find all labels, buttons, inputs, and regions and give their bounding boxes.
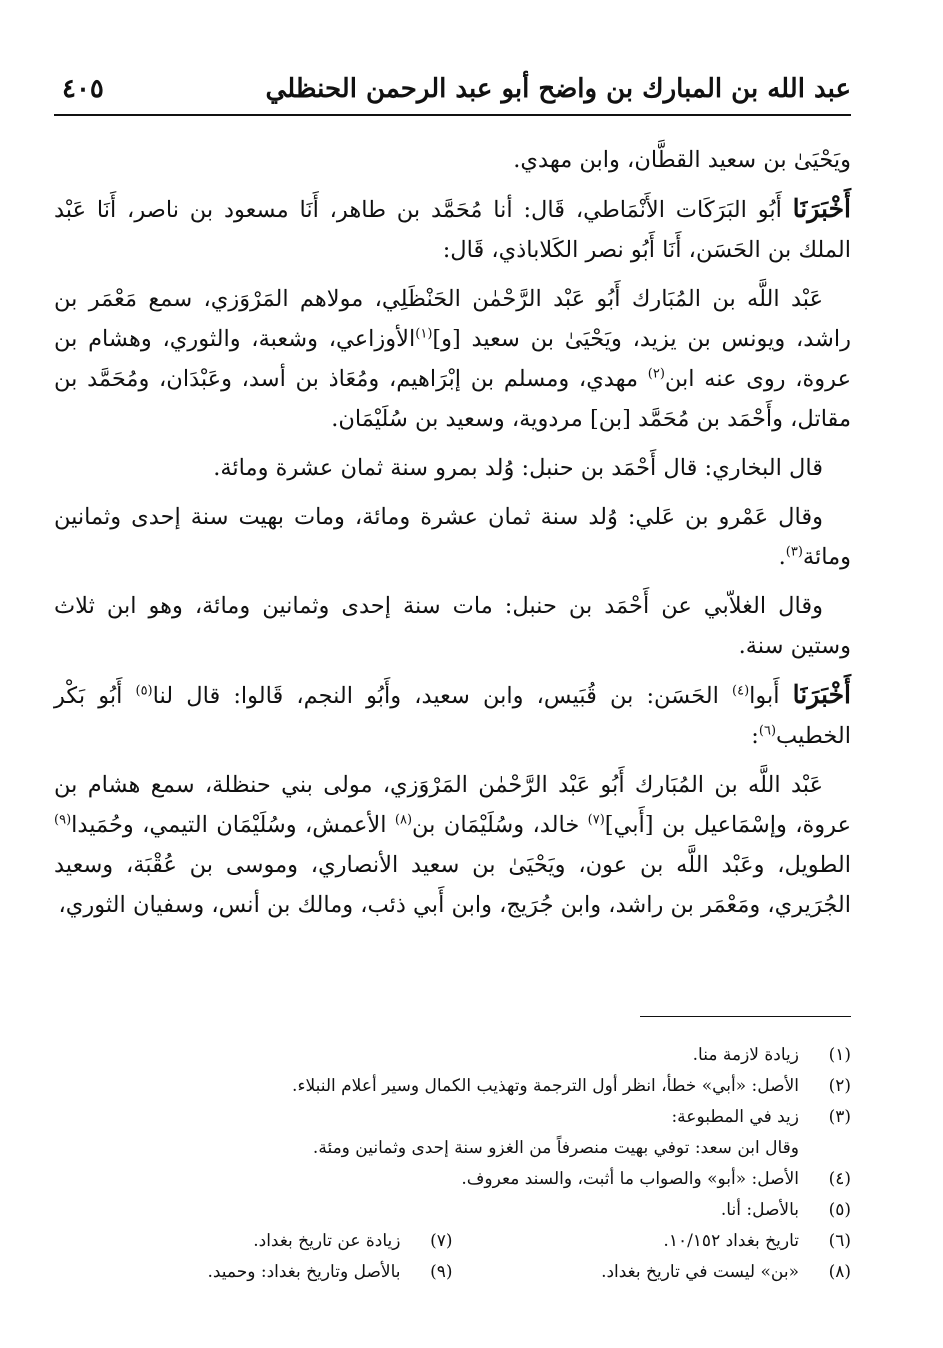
paragraph-text: خالد، وسُلَيْمَان بن <box>412 812 588 838</box>
paragraph <box>54 140 851 180</box>
paragraph-text: عَبْد اللَّه بن المُبَارك أَبُو عَبْد الرَّحْمٰن الحَنْظَلِي، مولاهم المَرْوَزي، سمع مَعْمَر بن راشد، ويونس بن يزيد، ويَحْيَىٰ بن سعيد [و] <box>54 286 851 352</box>
paragraph-text: الطويل، وعَبْد اللَّه بن عون، ويَحْيَىٰ بن سعيد الأنصاري، وموسى بن عُقْبَة، وسعيد الجُرَيري، ومَعْمَر بن راشد، وابن جُرَيج، وابن أَبي ذئب، ومالك بن أنس، وسفيان الثوري، <box>54 852 851 918</box>
paragraph-text: عَبْد اللَّه بن المُبَارك أَبُو عَبْد الرَّحْمٰن المَرْوَزي، مولى بني حنظلة، سمع هشام بن عروة، وإسْمَاعيل بن [أَبي] <box>54 772 851 838</box>
footnote-ref: (٤) <box>732 683 750 699</box>
footnote-column-right <box>453 1226 852 1288</box>
paragraph <box>54 497 851 577</box>
footnote-number: (٨) <box>828 1262 851 1282</box>
footnote-number: (٧) <box>430 1231 453 1251</box>
footnote-ref: (١) <box>415 326 433 342</box>
paragraph-text: : <box>751 723 759 749</box>
footnote-column-left <box>54 1226 453 1288</box>
footnote-number: (١) <box>828 1045 851 1065</box>
footnote-ref: (٦) <box>758 723 777 739</box>
paragraph-text: الحَسَن: بن قُبَيس، وابن سعيد، وأَبُو النجم، قَالوا: قال لنا <box>152 683 733 709</box>
footnote <box>54 1195 851 1226</box>
main-text <box>54 140 851 934</box>
footnote-ref: (٧) <box>587 812 605 828</box>
paragraph <box>54 448 851 488</box>
page-header <box>62 68 851 110</box>
paragraph-text: أَبوا <box>749 683 793 709</box>
paragraph <box>54 586 851 666</box>
footnote-number: (٢) <box>828 1076 851 1096</box>
paragraph-text: وقال عَمْرو بن عَلي: وُلد سنة ثمان عشرة ومائة، ومات بهيت سنة إحدى وثمانين ومائة <box>54 504 851 570</box>
footnotes <box>54 1040 851 1288</box>
footnote-text: الأصل: «أبو» والصواب ما أثبت، والسند معروف. <box>461 1169 799 1189</box>
paragraph-text: قال البخاري: قال أَحْمَد بن حنبل: وُلد بمرو سنة ثمان عشرة ومائة. <box>213 455 823 481</box>
footnote-text: بالأصل: أنا. <box>720 1200 799 1220</box>
footnote-text: تاريخ بغداد ١٠/١٥٢. <box>663 1231 799 1251</box>
footnote-ref: (٥) <box>135 683 153 699</box>
footnote-ref: (٣) <box>785 544 803 560</box>
footnote-text: الأصل: «أبي» خطأ، انظر أول الترجمة وتهذيب الكمال وسير أعلام النبلاء. <box>292 1076 799 1096</box>
footnote-separator <box>640 1016 851 1017</box>
footnote-ref: (٩) <box>54 812 72 828</box>
footnote-number: (٣) <box>828 1107 851 1127</box>
footnote-number <box>799 1133 851 1164</box>
footnote-row <box>54 1226 851 1288</box>
footnote <box>54 1071 851 1102</box>
header-rule <box>54 114 851 116</box>
paragraph-text: ويَحْيَىٰ بن سعيد القطَّان، وابن مهدي. <box>513 147 851 173</box>
footnote-continuation <box>54 1133 851 1164</box>
footnote-ref: (٨) <box>394 812 413 828</box>
akhbarana-keyword: أَخْبَرَنَا <box>792 680 851 709</box>
footnote-number: (٩) <box>430 1262 453 1282</box>
footnote-number: (٦) <box>828 1231 851 1251</box>
footnote-text: زيد في المطبوعة: <box>671 1107 799 1127</box>
footnote-number: (٤) <box>828 1169 851 1189</box>
running-title: عبد الله بن المبارك بن واضح أبو عبد الرحمن الحنظلي <box>265 74 851 104</box>
paragraph-text: الأوزاعي، وشعبة، والثوري، وهشام بن عروة، روى عنه ابن <box>54 326 851 392</box>
akhbarana-keyword: أَخْبَرَنَا <box>792 194 851 223</box>
paragraph-text: مهدي، ومسلم بن إبْرَاهيم، ومُعَاذ بن أسد، وعَبْدَان، ومُحَمَّد بن مقاتل، وأَحْمَد بن مُحَمَّد [بن] مردوية، وسعيد بن سُلَيْمَان. <box>54 366 851 432</box>
paragraph-text: . <box>778 544 786 570</box>
footnote-ref: (٢) <box>647 366 665 382</box>
footnote <box>54 1226 453 1257</box>
paragraph-text: أَبُو البَرَكَات الأَنْمَاطي، قَال: أنا مُحَمَّد بن طاهر، أَنَا مسعود بن ناصر، أَنَا عَبْد الملك بن الحَسَن، أَنَا أَبُو نصر الكَلاباذي، قَال: <box>54 197 851 263</box>
footnote <box>54 1164 851 1195</box>
footnote <box>54 1257 453 1288</box>
footnote-text: زيادة لازمة منا. <box>692 1045 799 1065</box>
paragraph <box>54 675 851 756</box>
footnote-text: بالأصل وتاريخ بغداد: وحميد. <box>207 1262 401 1282</box>
paragraph-text: وقال الغلاّبي عن أَحْمَد بن حنبل: مات سنة إحدى وثمانين ومائة، وهو ابن ثلاث وستين سنة. <box>54 593 851 659</box>
footnote <box>453 1226 852 1257</box>
paragraph <box>54 189 851 270</box>
footnote-text: زيادة عن تاريخ بغداد. <box>253 1231 401 1251</box>
paragraph-text: أَبُو بَكْر الخطيب <box>54 683 851 749</box>
page-number: ٤٠٥ <box>62 74 104 104</box>
footnote-number: (٥) <box>828 1200 851 1220</box>
footnote-text: «بن» ليست في تاريخ بغداد. <box>601 1262 799 1282</box>
paragraph <box>54 279 851 439</box>
paragraph <box>54 765 851 925</box>
footnote <box>54 1040 851 1071</box>
footnote <box>453 1257 852 1288</box>
footnote-text: وقال ابن سعد: توفي بهيت منصرفاً من الغزو سنة إحدى وثمانين ومئة. <box>312 1138 799 1158</box>
paragraph-text: الأعمش، وسُلَيْمَان التيمي، وحُمَيدا <box>71 812 395 838</box>
footnote <box>54 1102 851 1133</box>
